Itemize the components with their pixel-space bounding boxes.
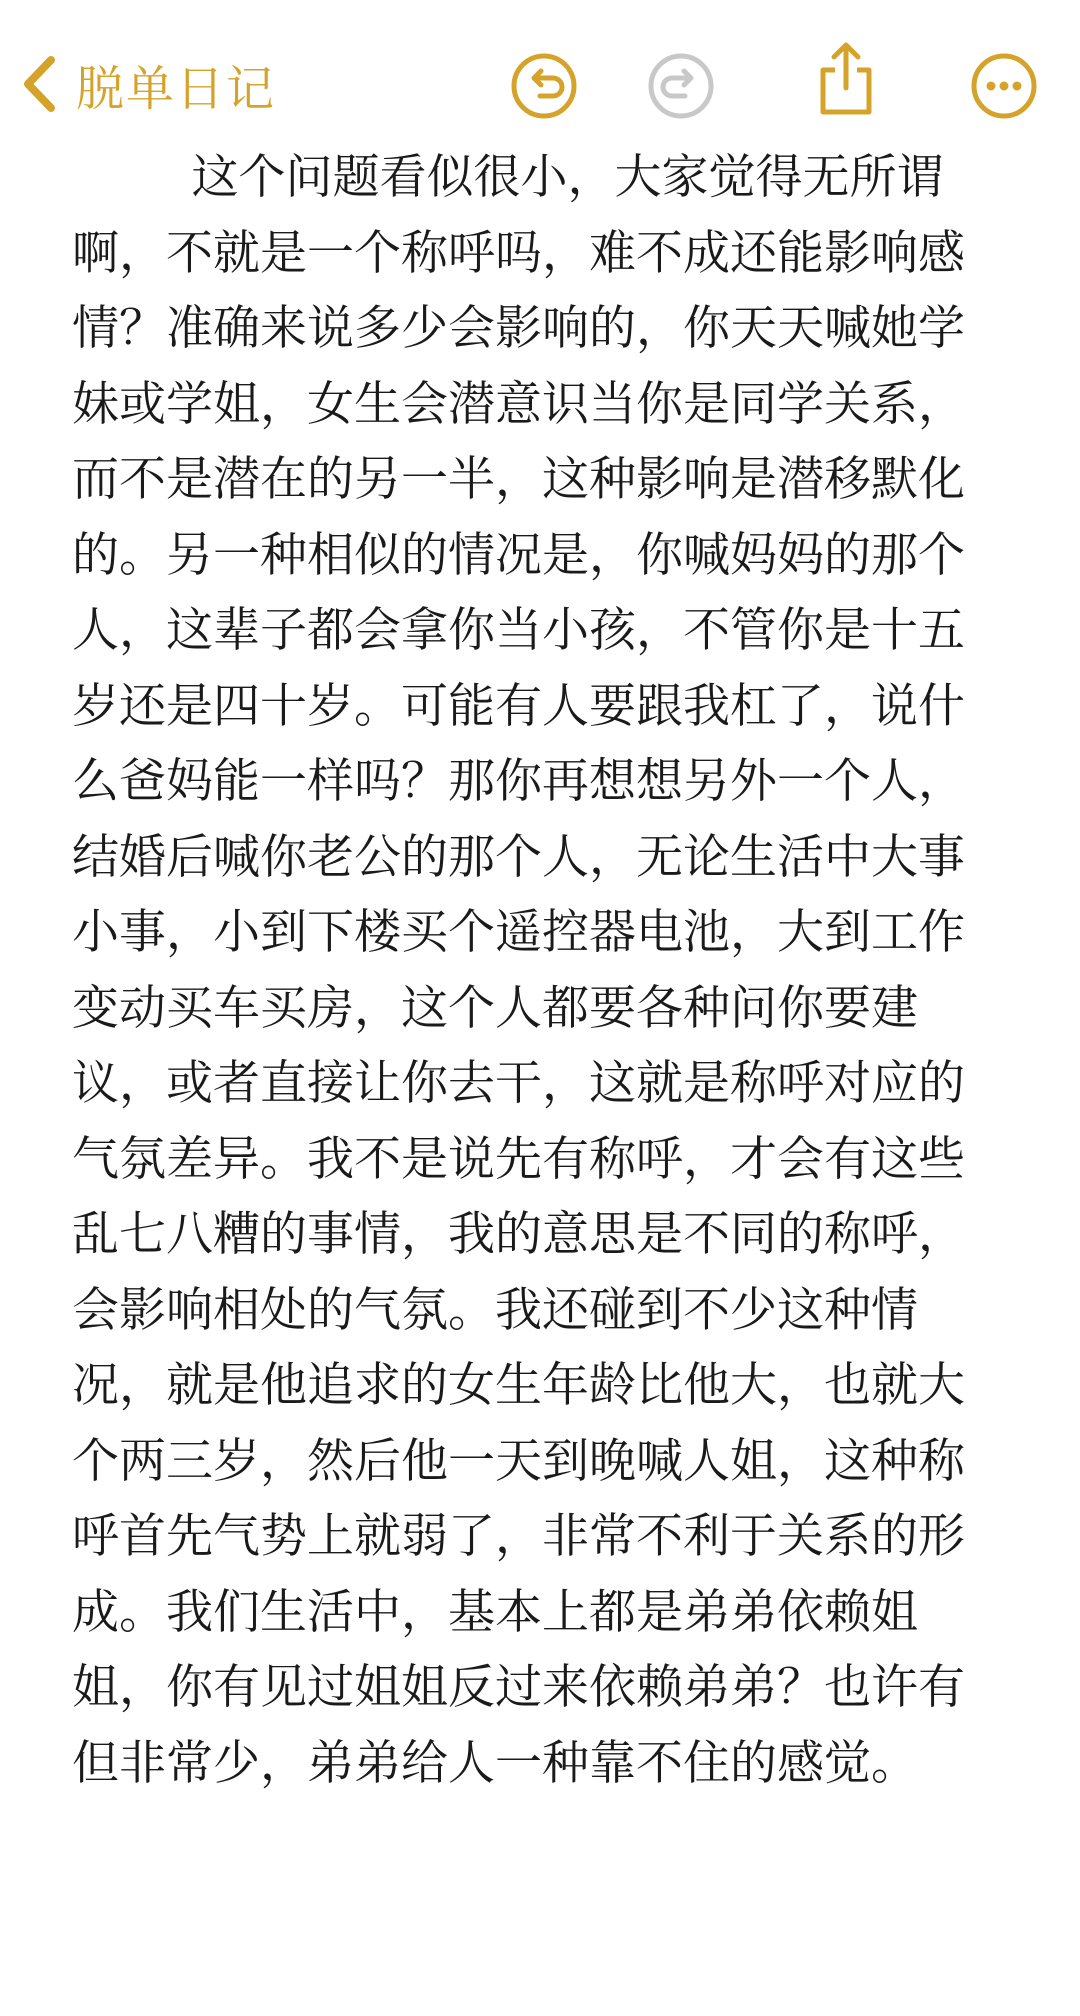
- more-button[interactable]: [970, 52, 1038, 120]
- navigation-bar: [0, 0, 1080, 160]
- more-icon: [971, 53, 1037, 119]
- share-icon: [815, 40, 877, 116]
- share-button[interactable]: [812, 44, 880, 112]
- chevron-left-icon: [22, 55, 56, 113]
- back-label: 脱单日记: [76, 60, 277, 117]
- undo-button[interactable]: [510, 52, 578, 120]
- redo-button[interactable]: [647, 52, 715, 120]
- back-button[interactable]: [22, 52, 276, 116]
- note-body-text[interactable]: 这个问题看似很小，大家觉得无所谓啊，不就是一个称呼吗，难不成还能影响感情？准确来说多少会影响的，你天天喊她学妹或学姐，女生会潜意识当你是同学关系，而不是潜在的另一半，这种影响是潜移默化的。另一种相似的情况是，你喊妈妈的那个人，这辈子都会拿你当小孩，不管你是十五岁还是四十岁。可能有人要跟我杠了，说什么爸妈能一样吗？那你再想想另外一个人，结婚后喊你老公的那个人，无论生活中大事小事，小到下楼买个遥控器电池，大到工作变动买车买房，这个人都要各种问你要建议，或者直接让你去干，这就是称呼对应的气氛差异。我不是说先有称呼，才会有这些乱七八糟的事情，我的意思是不同的称呼，会影响相处的气氛。我还碰到不少这种情况，就是他追求的女生年龄比他大，也就大个两三岁，然后他一天到晚喊人姐，这种称呼首先气势上就弱了，非常不利于关系的形成。我们生活中，基本上都是弟弟依赖姐姐，你有见过姐姐反过来依赖弟弟？也许有但非常少，弟弟给人一种靠不住的感觉。: [72, 150, 965, 1791]
- undo-icon: [511, 53, 577, 119]
- redo-icon: [648, 53, 714, 119]
